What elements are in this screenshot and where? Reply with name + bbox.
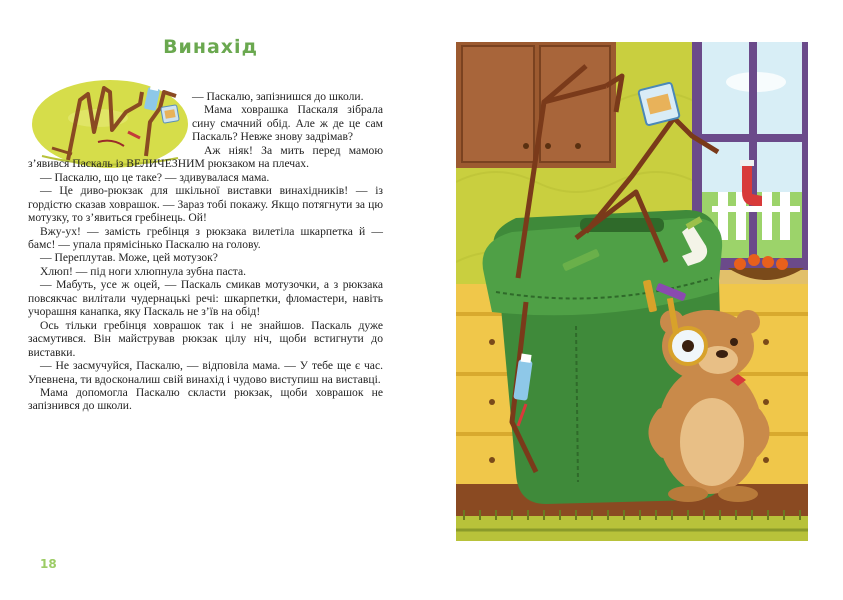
paragraph: Ось тільки гребінця ховрашок так і не знайшов. Паскаль дуже засмутився. Він майстрував рюкзак цілу ніч, щоби встигнути до виставки. [28,318,383,359]
sandwich-bag-icon [638,82,680,125]
story-illustration [456,42,808,541]
paragraph: — Це диво-рюкзак для шкільної виставки винахідників! — із гордістю сказав ховрашок. — Зараз тобі покажу. Якщо потягнути за цю мотузку, то з’явиться гребінець. Ой! [28,184,383,225]
paragraph: — Паскалю, запізнишся до школи. [192,90,364,103]
paragraph: — Паскалю, що це таке? — здивувалася мама. [40,170,270,184]
paragraph: Аж ніяк! За мить перед мамою з’явився Паскаль із ВЕЛИЧЕЗНИМ рюкзаком на плечах. [28,143,383,171]
paragraph: Хлюп! — під ноги хлюпнула зубна паста. [40,264,247,278]
paragraph: Мама ховрашка Паскаля зібрала сину смачний обід. Але ж де це сам Паскаль? Невже знову задрімав? [192,103,383,144]
paragraph: Мама допомогла Паскалю скласти рюкзак, щоби ховрашок не запізнився до школи. [28,385,383,413]
page-number: 18 [40,557,57,571]
paragraph: — Переплутав. Може, цей мотузок? [40,251,218,265]
paragraph: — Не засмучуйся, Паскалю, — відповіла мама. — У тебе ще є час. Упевнена, ти вдосконалиш свій винахід і чудово виступиш на виставці. [28,359,383,386]
story-text [28,90,383,413]
gopher-character [654,298,763,502]
paragraph: Вжу-ух! — замість гребінця з рюкзака вилетіла шкарпетка й — бамс! — упала прямісінько Паскалю на голову. [28,224,383,251]
page-title: Винахід [163,36,258,58]
paragraph: — Мабуть, усе ж оцей, — Паскаль смикав мотузочки, а з рюкзака повсякчас вилітали чудернацькі речі: шкарпетки, фломастери, навіть учорашня канапка, яку Паскаль не з’їв на обід! [28,278,383,319]
